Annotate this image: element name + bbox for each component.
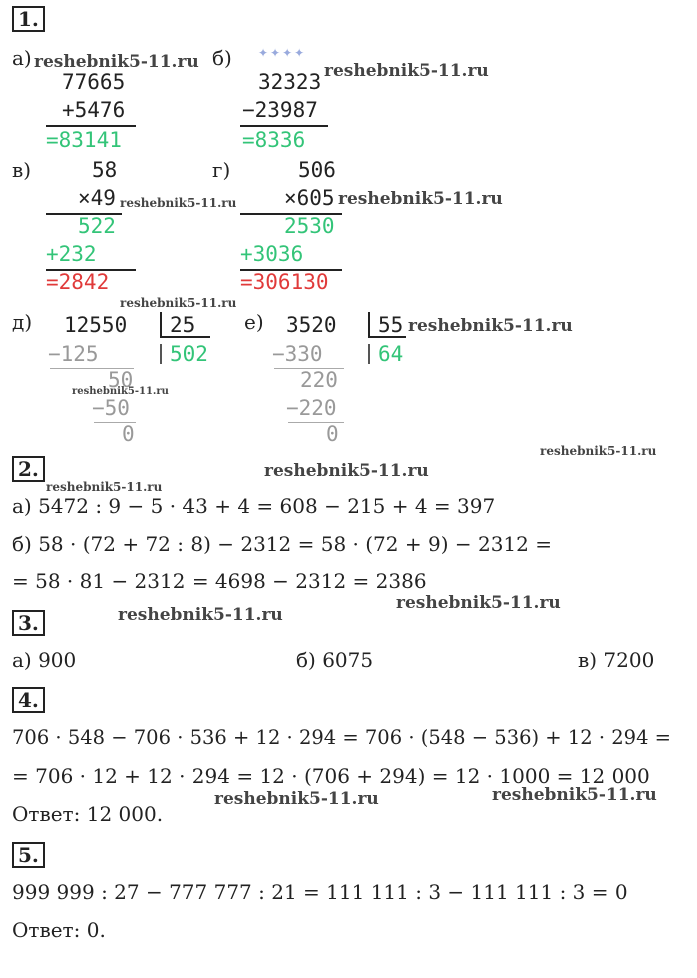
- task2-line3: = 58 · 81 − 2312 = 4698 − 2312 = 2386: [12, 569, 427, 593]
- task1d-s1: −125: [48, 342, 99, 366]
- task1e-s1: −330: [272, 342, 323, 366]
- task1a-top: 77665: [62, 70, 126, 94]
- watermark: reshebnik5-11.ru: [540, 444, 657, 458]
- watermark: reshebnik5-11.ru: [72, 386, 169, 397]
- task1b-result: =8336: [242, 128, 306, 152]
- watermark: reshebnik5-11.ru: [408, 316, 573, 336]
- task1d-bracket: [160, 312, 162, 336]
- task1d-s2: −50: [92, 396, 130, 420]
- task1d-r2: 0: [122, 422, 135, 446]
- task2-line1: а) 5472 : 9 − 5 · 43 + 4 = 608 − 215 + 4 = 397: [12, 494, 496, 518]
- task1g-result: =306130: [240, 270, 329, 294]
- task1g-p1: 2530: [284, 214, 335, 238]
- watermark: reshebnik5-11.ru: [264, 461, 429, 481]
- task1v-result: =2842: [46, 270, 110, 294]
- task4-line1: 706 · 548 − 706 · 536 + 12 · 294 = 706 · (548 − 536) + 12 · 294 =: [12, 726, 672, 749]
- watermark: reshebnik5-11.ru: [120, 196, 237, 210]
- task1b-op: −23987: [242, 98, 318, 122]
- task4-line2: = 706 · 12 + 12 · 294 = 12 · (706 + 294) = 12 · 1000 = 12 000: [12, 764, 650, 788]
- task1v-op: ×49: [78, 186, 116, 210]
- watermark: reshebnik5-11.ru: [120, 296, 237, 310]
- task1e-dividend: 3520: [286, 313, 337, 337]
- task2-line2: б) 58 · (72 + 72 : 8) − 2312 = 58 · (72 + 9) − 2312 =: [12, 532, 552, 556]
- task1e-quotient: 64: [378, 342, 404, 366]
- task1d-bracket2: [160, 344, 162, 364]
- task1d-dividend: 12550: [64, 313, 128, 337]
- watermark: reshebnik5-11.ru: [324, 61, 489, 81]
- task1a-label: а): [12, 46, 32, 70]
- task5-number: 5.: [12, 842, 45, 868]
- task1v-top: 58: [92, 158, 118, 182]
- task1e-label: е): [244, 310, 264, 334]
- watermark: reshebnik5-11.ru: [34, 52, 199, 72]
- task1g-p2: +3036: [240, 242, 304, 266]
- task1d-label: д): [12, 310, 33, 334]
- task3-a: а) 900: [12, 648, 77, 672]
- task1e-s2: −220: [286, 396, 337, 420]
- task1g-op: ×605: [284, 186, 335, 210]
- watermark: reshebnik5-11.ru: [46, 480, 163, 494]
- task4-answer: Ответ: 12 000.: [12, 802, 164, 826]
- task1e-r1: 220: [300, 368, 338, 392]
- task3-v: в) 7200: [578, 648, 655, 672]
- watermark: reshebnik5-11.ru: [118, 605, 283, 625]
- watermark: reshebnik5-11.ru: [214, 789, 379, 809]
- watermark: reshebnik5-11.ru: [338, 189, 503, 209]
- task1e-divisor: 55: [378, 313, 404, 337]
- task1g-label: г): [212, 158, 231, 182]
- task5-answer: Ответ: 0.: [12, 918, 106, 942]
- task3-b: б) 6075: [296, 648, 374, 672]
- task1g-top: 506: [298, 158, 336, 182]
- task1v-p2: +232: [46, 242, 97, 266]
- watermark: reshebnik5-11.ru: [396, 593, 561, 613]
- task1v-label: в): [12, 158, 32, 182]
- task1e-bracket: [368, 312, 370, 336]
- task1-number: 1.: [12, 6, 45, 32]
- task1e-bracket2: [368, 344, 370, 364]
- task1b-top: 32323: [258, 70, 322, 94]
- task1d-divisor: 25: [170, 313, 196, 337]
- task5-line1: 999 999 : 27 − 777 777 : 21 = 111 111 : 3 − 111 111 : 3 = 0: [12, 880, 628, 904]
- task1d-r1: 50: [108, 368, 134, 392]
- task1b-rule: [240, 125, 328, 127]
- task1a-op: +5476: [62, 98, 126, 122]
- task1e-r2: 0: [326, 422, 339, 446]
- task4-number: 4.: [12, 687, 45, 713]
- task1d-quotient: 502: [170, 342, 208, 366]
- task1a-result: =83141: [46, 128, 122, 152]
- task1b-label: б): [212, 46, 232, 70]
- task3-number: 3.: [12, 610, 45, 636]
- task1a-rule: [46, 125, 136, 127]
- task1v-p1: 522: [78, 214, 116, 238]
- watermark: reshebnik5-11.ru: [492, 785, 657, 805]
- task2-number: 2.: [12, 456, 45, 482]
- decor-stars: ✦✦✦✦: [258, 46, 307, 60]
